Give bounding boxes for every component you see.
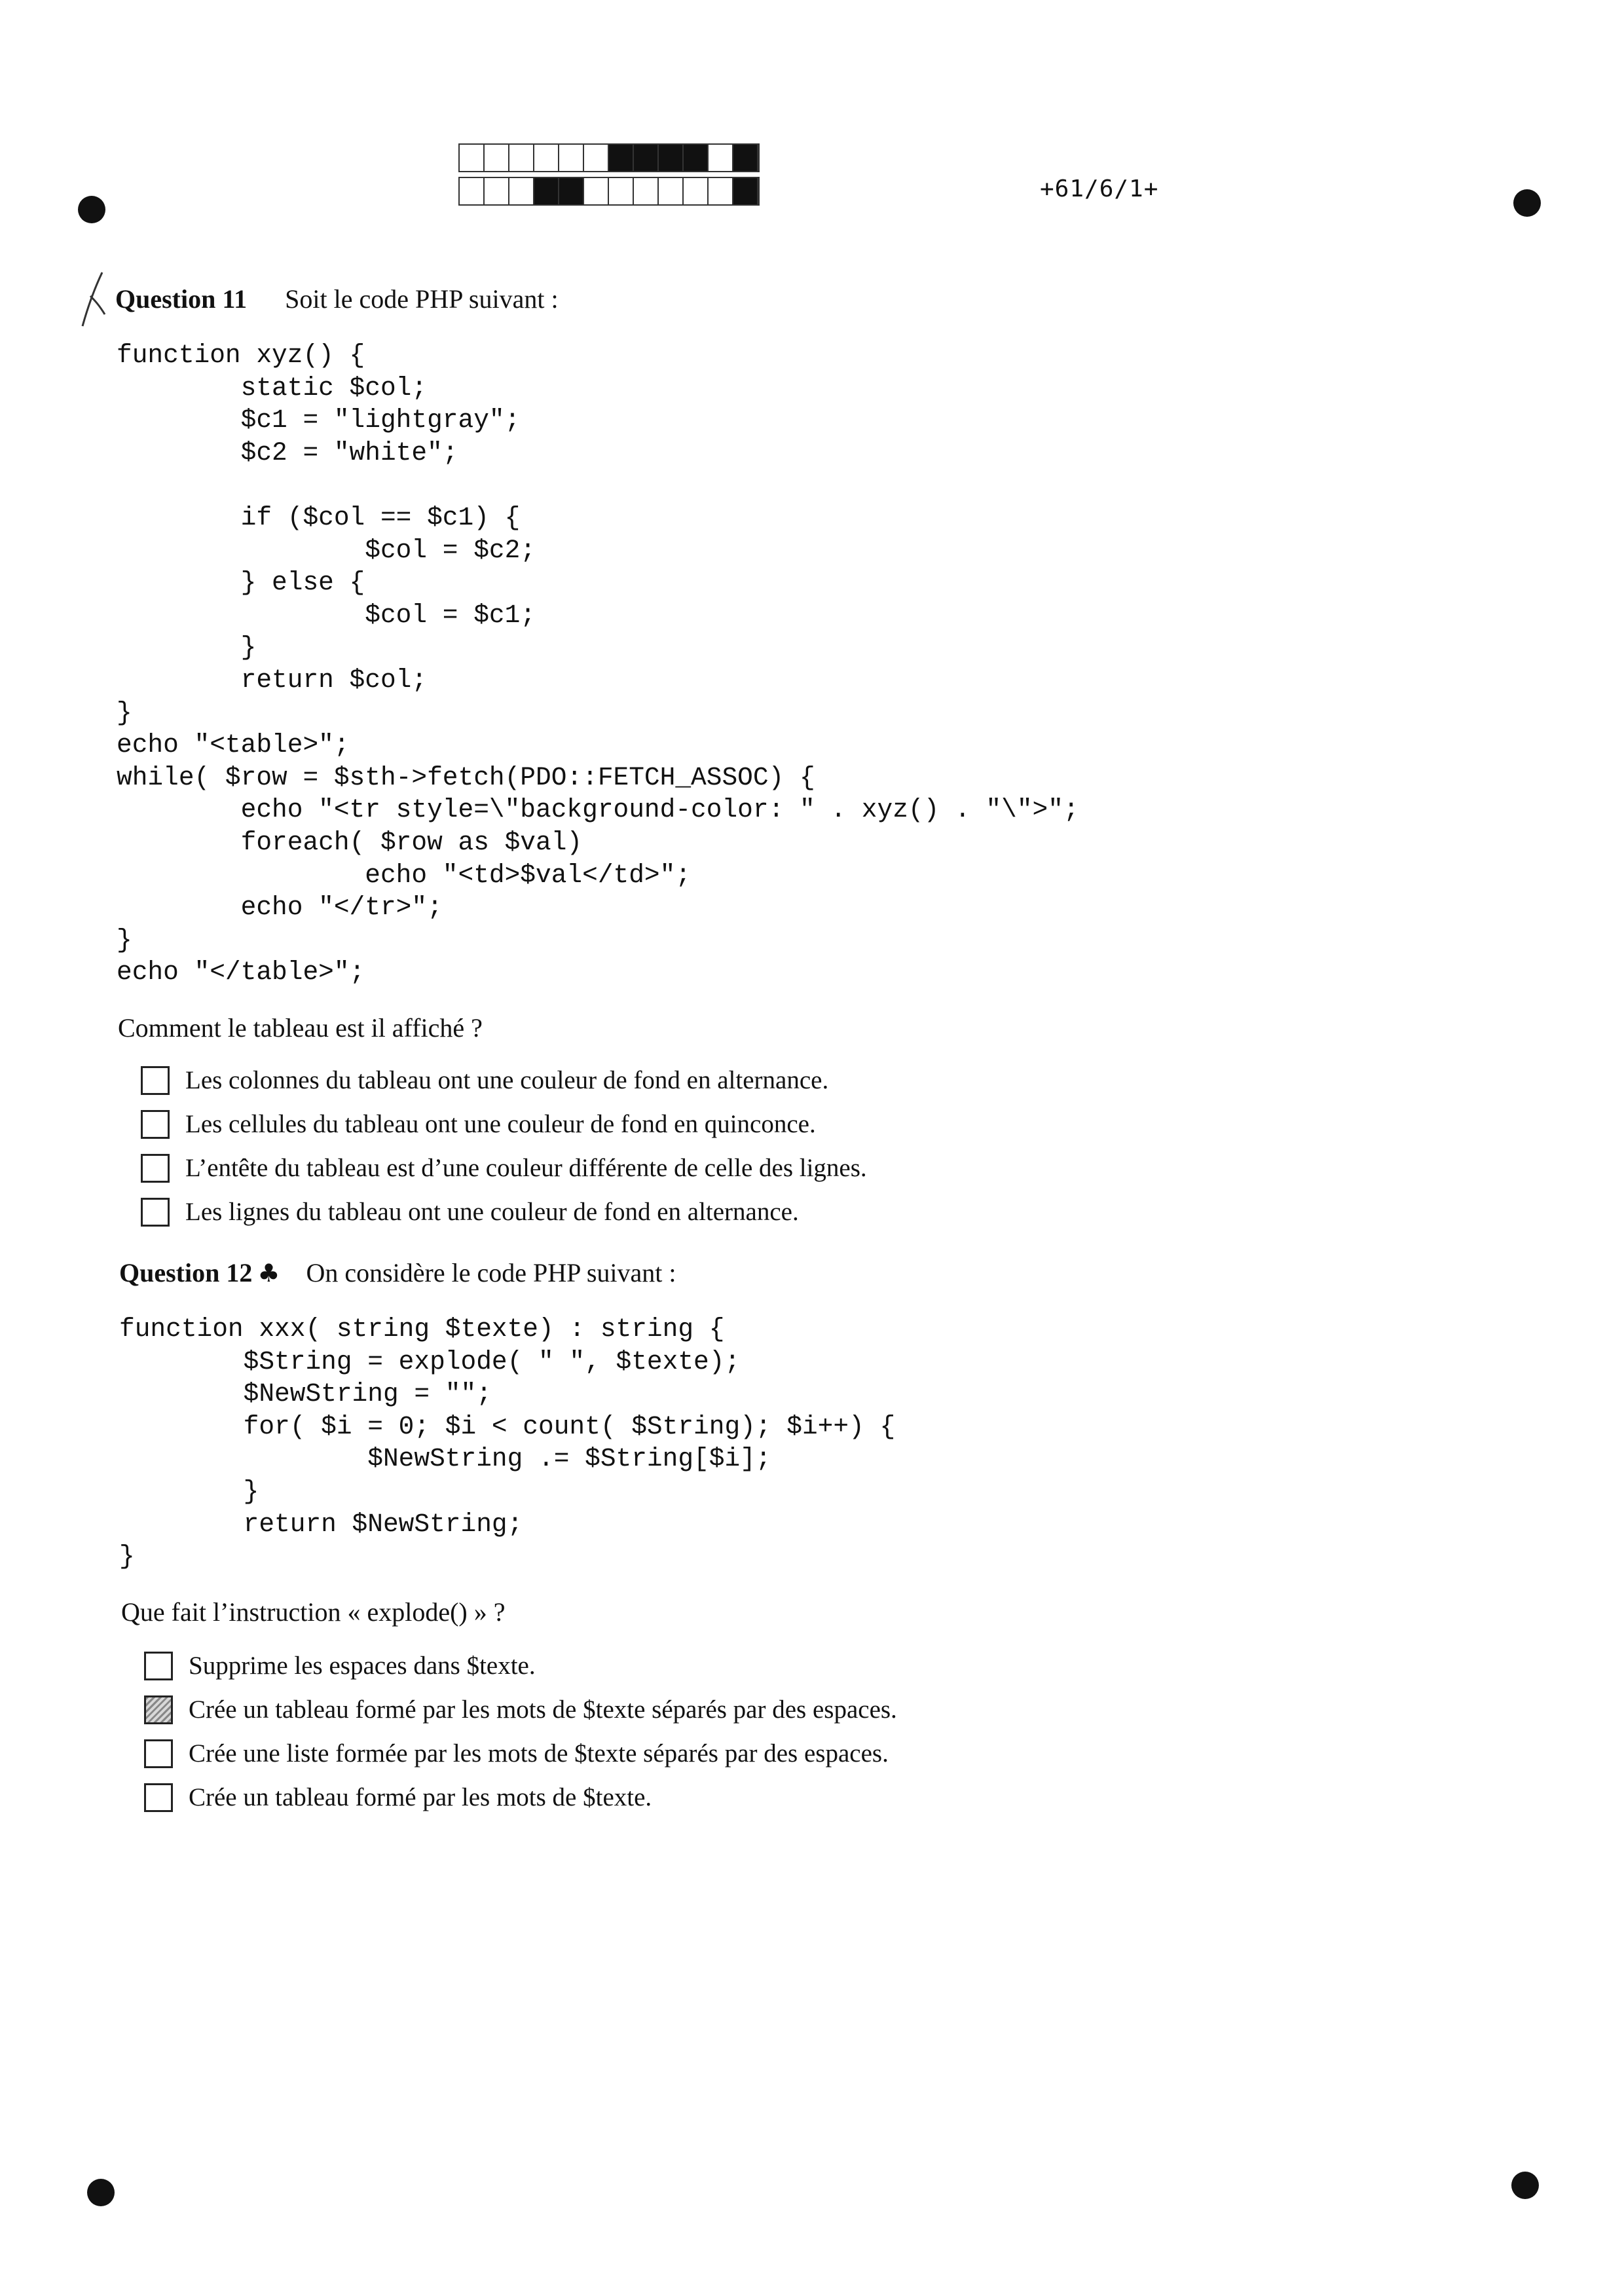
answer-label: Les cellules du tableau ont une couleur de fond en quinconce. — [185, 1110, 816, 1138]
answer-option[interactable] — [141, 1190, 867, 1234]
registration-dot-top-right — [1513, 189, 1541, 217]
question-12-prompt: Que fait l’instruction « explode() » ? — [121, 1597, 506, 1627]
barcode-cell — [584, 178, 609, 204]
answer-label: Les colonnes du tableau ont une couleur de fond en alternance. — [185, 1066, 829, 1094]
answer-option[interactable] — [144, 1731, 897, 1775]
barcode-cell — [659, 145, 684, 171]
barcode-cell — [609, 145, 634, 171]
barcode-cell — [609, 178, 634, 204]
barcode-cell — [709, 178, 733, 204]
barcode-cell — [509, 145, 534, 171]
question-title: Soit le code PHP suivant : — [285, 284, 559, 314]
multiple-answers-club-icon: ♣ — [257, 1259, 280, 1287]
registration-dot-top-left — [78, 196, 105, 223]
barcode-cell — [460, 178, 485, 204]
page-code: +61/6/1+ — [1040, 176, 1159, 202]
question-number — [119, 1257, 280, 1288]
answer-option[interactable] — [144, 1775, 897, 1819]
barcode-cell — [684, 145, 709, 171]
barcode-cell — [684, 178, 709, 204]
barcode-row-1 — [458, 143, 760, 172]
question-12-heading — [119, 1257, 676, 1288]
barcode-cell — [584, 145, 609, 171]
barcode-cell — [634, 178, 659, 204]
answer-option[interactable] — [141, 1102, 867, 1146]
question-12-answers — [144, 1644, 897, 1819]
answer-checkbox[interactable] — [144, 1652, 173, 1680]
registration-dot-bottom-right — [1511, 2172, 1539, 2199]
barcode-cell — [485, 178, 509, 204]
answer-label: Les lignes du tableau ont une couleur de fond en alternance. — [185, 1198, 799, 1226]
barcode-cell — [485, 145, 509, 171]
registration-dot-bottom-left — [87, 2179, 115, 2206]
handwritten-mark-icon — [76, 270, 115, 329]
question-title: On considère le code PHP suivant : — [306, 1258, 676, 1287]
barcode-cell — [634, 145, 659, 171]
barcode-cell — [559, 178, 584, 204]
answer-label: L’entête du tableau est d’une couleur différente de celle des lignes. — [185, 1154, 867, 1182]
question-12-code: function xxx( string $texte) : string { $String = explode( " ", $texte); $NewString = ""; for( $i = 0; $i < count( $String); $i++) { $NewString .= $String[$i]; } return $NewString; } — [119, 1314, 896, 1572]
question-11-answers — [141, 1058, 867, 1234]
answer-label: Crée un tableau formé par les mots de $texte. — [189, 1783, 652, 1811]
barcode-cell — [733, 178, 758, 204]
barcode-cell — [460, 145, 485, 171]
question-11-code: function xyz() { static $col; $c1 = "lightgray"; $c2 = "white"; if ($col == $c1) { $col = $c2; } else { $col = $c1; } return $col; } echo "<table>"; while( $row = $sth->fetch(PDO::FETCH_ASSOC) { echo "<tr style=\"background-color: " . xyz() . "\">"; foreach( $row as $val) echo "<td>$val</td>"; echo "</tr>"; } echo "</table>"; — [117, 341, 1079, 988]
barcode-cell — [559, 145, 584, 171]
barcode-cell — [659, 178, 684, 204]
answer-checkbox[interactable] — [141, 1154, 170, 1183]
answer-option[interactable] — [141, 1146, 867, 1190]
answer-label: Supprime les espaces dans $texte. — [189, 1652, 536, 1680]
answer-label: Crée une liste formée par les mots de $texte séparés par des espaces. — [189, 1739, 889, 1768]
barcode-cell — [733, 145, 758, 171]
question-number-text: Question 12 — [119, 1258, 253, 1287]
barcode-cell — [534, 145, 559, 171]
barcode-cell — [534, 178, 559, 204]
answer-option[interactable] — [141, 1058, 867, 1102]
answer-checkbox[interactable] — [144, 1739, 173, 1768]
answer-checkbox[interactable] — [141, 1198, 170, 1227]
answer-checkbox[interactable] — [144, 1695, 173, 1724]
question-number: Question 11 — [115, 284, 248, 314]
answer-checkbox[interactable] — [141, 1110, 170, 1139]
barcode-cell — [509, 178, 534, 204]
answer-checkbox[interactable] — [144, 1783, 173, 1812]
question-11-heading — [115, 284, 559, 314]
answer-option[interactable] — [144, 1644, 897, 1688]
barcode-cell — [709, 145, 733, 171]
answer-option[interactable] — [144, 1688, 897, 1731]
answer-checkbox[interactable] — [141, 1066, 170, 1095]
answer-label: Crée un tableau formé par les mots de $texte séparés par des espaces. — [189, 1695, 897, 1724]
question-11-prompt: Comment le tableau est il affiché ? — [118, 1013, 483, 1043]
barcode-row-2 — [458, 177, 760, 206]
